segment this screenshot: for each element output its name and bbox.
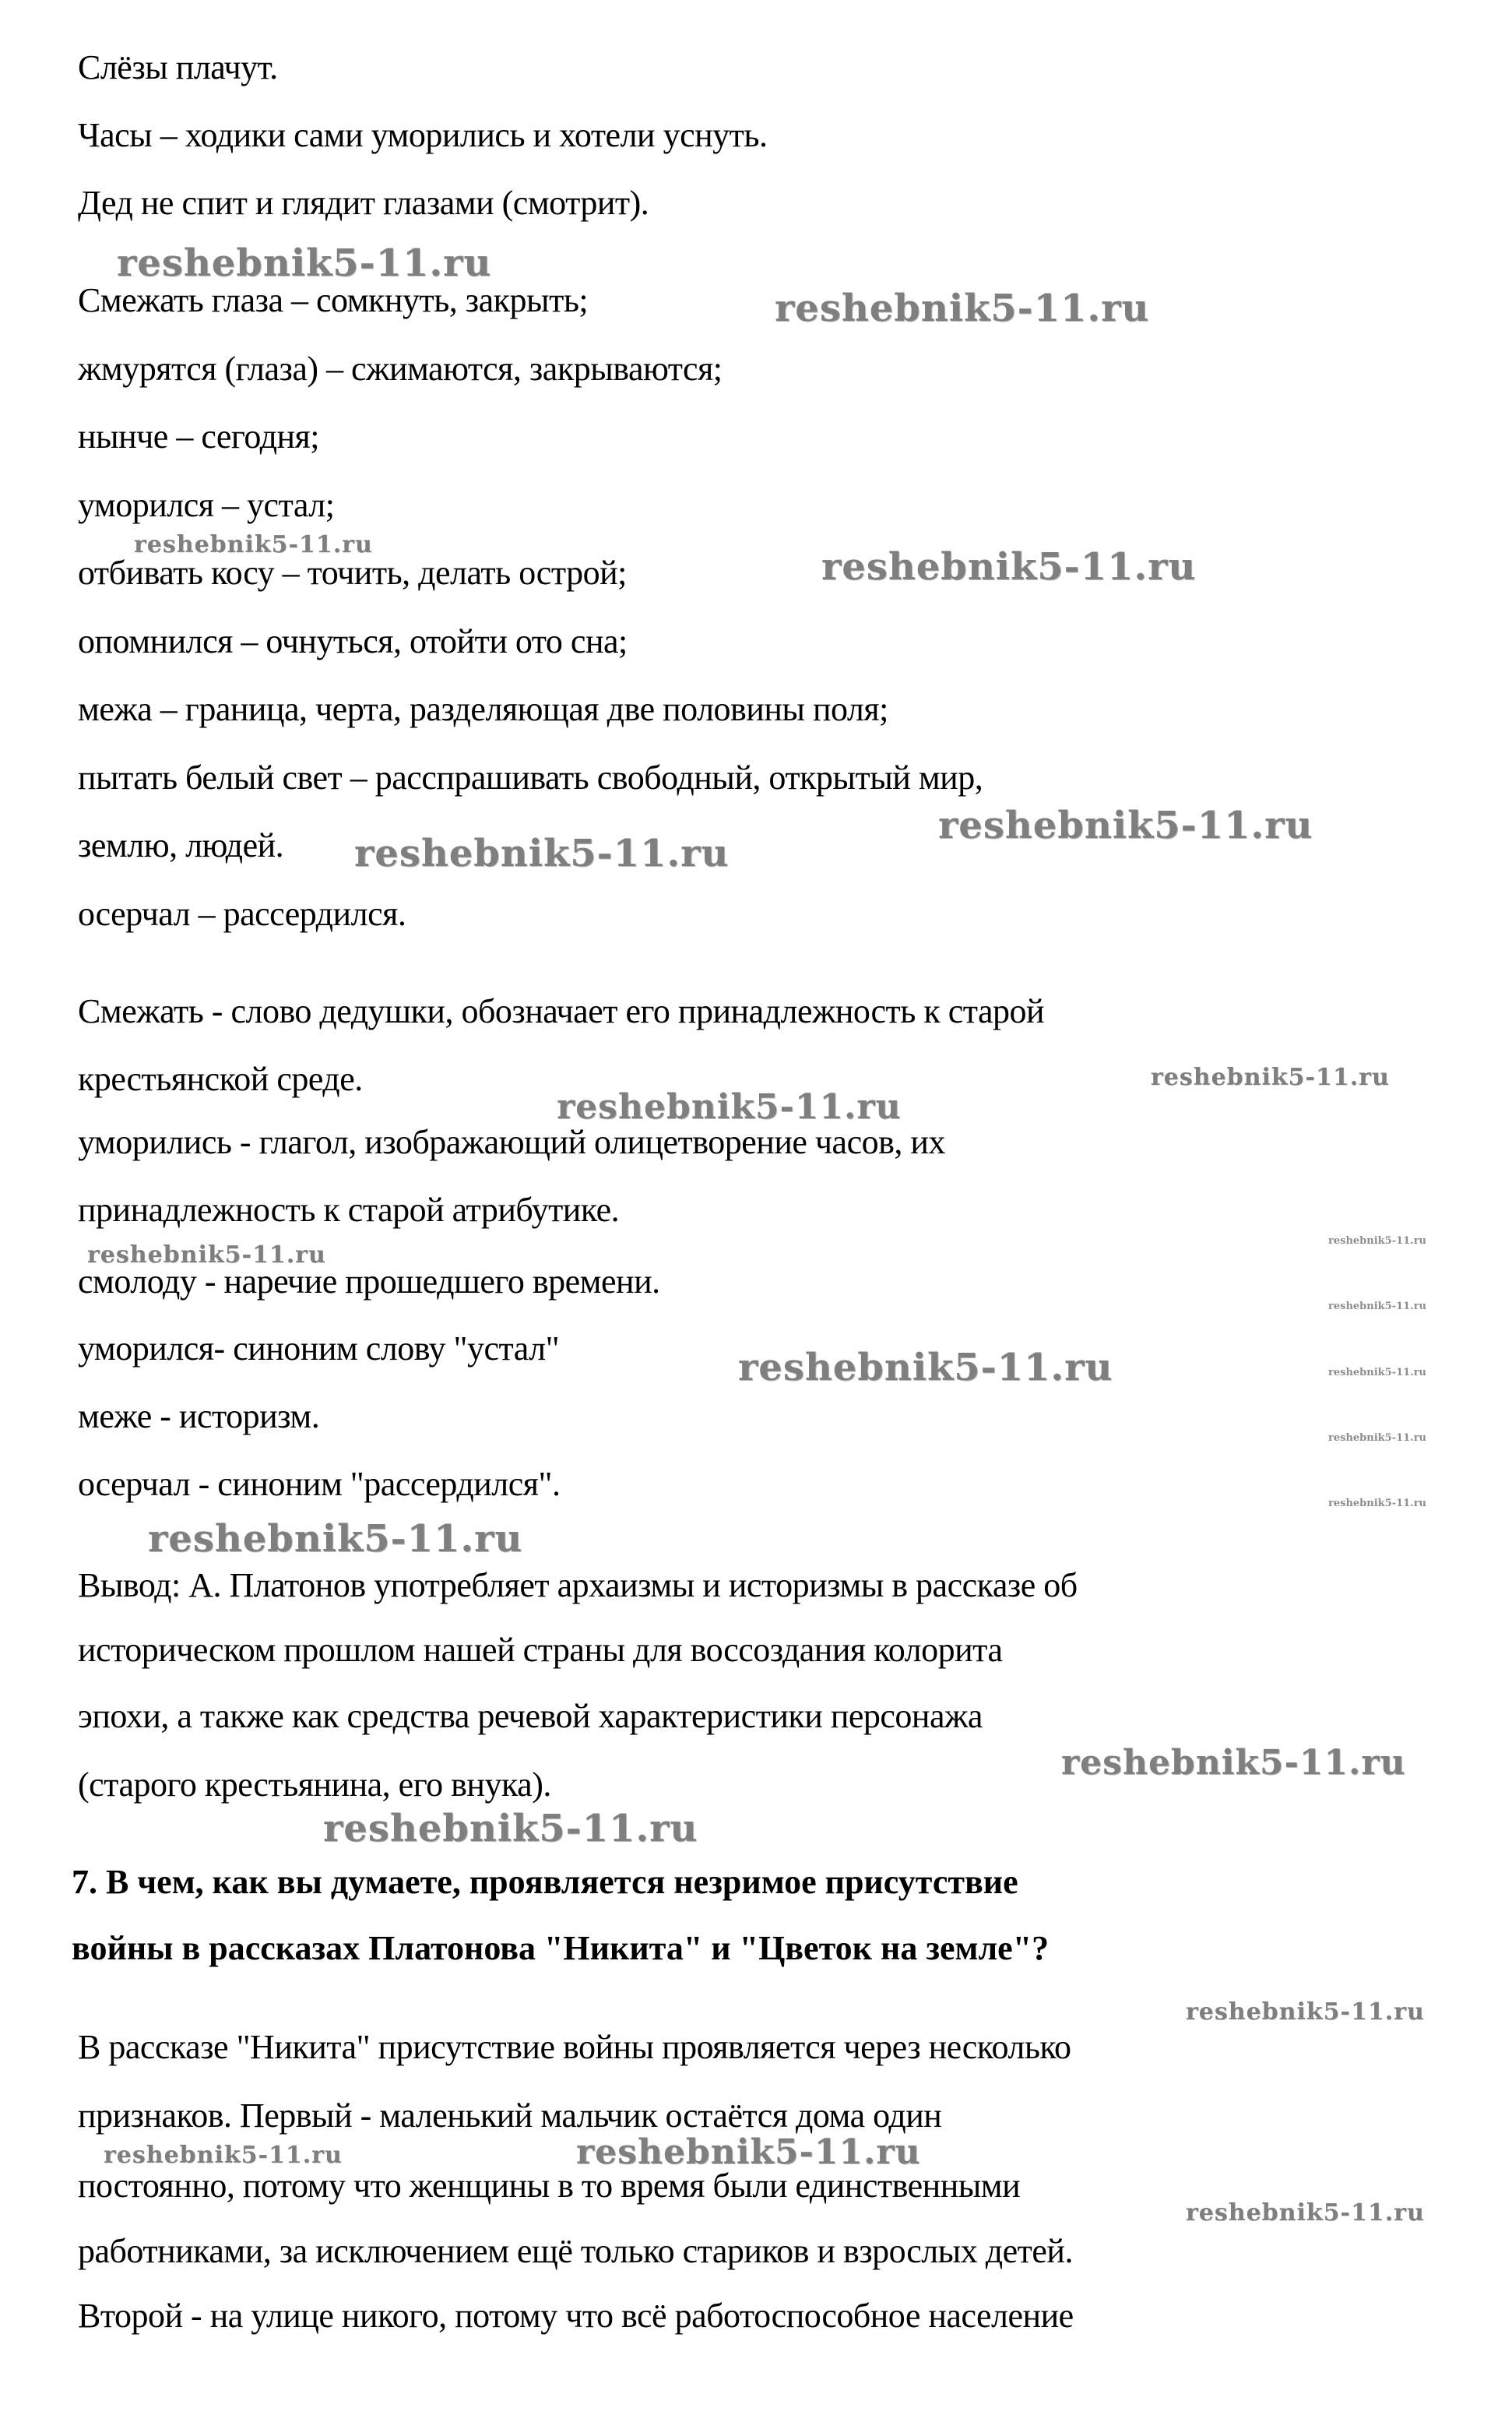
text-line: уморился – устал; (78, 486, 335, 524)
watermark: reshebnik5-11.ru (775, 287, 1150, 330)
question-heading-line: войны в рассказах Платонова "Никита" и "Цветок на земле"? (72, 1929, 1050, 1967)
watermark: reshebnik5-11.ru (738, 1346, 1113, 1389)
text-line: осерчал - синоним "рассердился". (78, 1465, 561, 1503)
text-line: Часы – ходики сами уморились и хотели уснуть. (78, 116, 768, 154)
watermark: reshebnik5-11.ru (1186, 1998, 1425, 2026)
text-line: жмурятся (глаза) – сжимаются, закрываются; (78, 350, 723, 388)
question-heading-line: 7. В чем, как вы думаете, проявляется незримое присутствие (72, 1863, 1018, 1901)
watermark: reshebnik5-11.ru (354, 832, 730, 875)
text-line: Второй - на улице никого, потому что всё работоспособное население (78, 2297, 1074, 2335)
text-line: Вывод: А. Платонов употребляет архаизмы и историзмы в рассказе об (78, 1566, 1078, 1604)
watermark: reshebnik5-11.ru (1328, 1432, 1427, 1444)
text-line: межа – граница, черта, разделяющая две половины поля; (78, 690, 888, 728)
text-line: В рассказе "Никита" присутствие войны проявляется через несколько (78, 2028, 1071, 2066)
text-line: Слёзы плачут. (78, 48, 278, 86)
watermark: reshebnik5-11.ru (1186, 2199, 1425, 2227)
text-line: принадлежность к старой атрибутике. (78, 1191, 620, 1229)
watermark: reshebnik5-11.ru (134, 531, 373, 558)
watermark: reshebnik5-11.ru (323, 1807, 698, 1850)
text-line: уморились - глагол, изображающий олицетворение часов, их (78, 1123, 945, 1161)
watermark: reshebnik5-11.ru (576, 2132, 921, 2172)
watermark: reshebnik5-11.ru (1061, 1743, 1406, 1783)
text-line: крестьянской среде. (78, 1060, 363, 1098)
text-line: нынче – сегодня; (78, 417, 319, 456)
watermark: reshebnik5-11.ru (87, 1241, 326, 1269)
text-line: (старого крестьянина, его внука). (78, 1765, 551, 1804)
watermark: reshebnik5-11.ru (1151, 1064, 1390, 1091)
text-line: отбивать косу – точить, делать острой; (78, 554, 627, 592)
text-line: уморился- синоним слову "устал" (78, 1329, 560, 1368)
watermark: reshebnik5-11.ru (117, 241, 492, 285)
text-line: осерчал – рассердился. (78, 895, 406, 933)
text-line: пытать белый свет – расспрашивать свободный, открытый мир, (78, 759, 983, 797)
text-line: опомнился – очнуться, отойти ото сна; (78, 622, 628, 660)
text-line: смолоду - наречие прошедшего времени. (78, 1262, 660, 1301)
watermark: reshebnik5-11.ru (1328, 1301, 1427, 1312)
watermark: reshebnik5-11.ru (557, 1087, 902, 1127)
text-line: землю, людей. (78, 826, 284, 864)
text-line: Смежать - слово дедушки, обозначает его принадлежность к старой (78, 992, 1045, 1030)
text-line: эпохи, а также как средства речевой характеристики персонажа (78, 1697, 983, 1735)
watermark: reshebnik5-11.ru (1328, 1235, 1427, 1247)
text-line: Смежать глаза – сомкнуть, закрыть; (78, 281, 589, 319)
text-line: Дед не спит и глядит глазами (смотрит). (78, 184, 649, 222)
watermark: reshebnik5-11.ru (938, 804, 1313, 847)
text-line: признаков. Первый - маленький мальчик остаётся дома один (78, 2096, 942, 2135)
watermark: reshebnik5-11.ru (1328, 1498, 1427, 1509)
watermark: reshebnik5-11.ru (104, 2142, 343, 2169)
watermark: reshebnik5-11.ru (821, 545, 1197, 589)
watermark: reshebnik5-11.ru (148, 1517, 523, 1561)
text-line: меже - историзм. (78, 1397, 320, 1435)
text-line: работниками, за исключением ещё только стариков и взрослых детей. (78, 2232, 1073, 2270)
text-line: историческом прошлом нашей страны для воссоздания колорита (78, 1631, 1003, 1669)
text-line: постоянно, потому что женщины в то время были единственными (78, 2167, 1021, 2205)
watermark: reshebnik5-11.ru (1328, 1367, 1427, 1378)
